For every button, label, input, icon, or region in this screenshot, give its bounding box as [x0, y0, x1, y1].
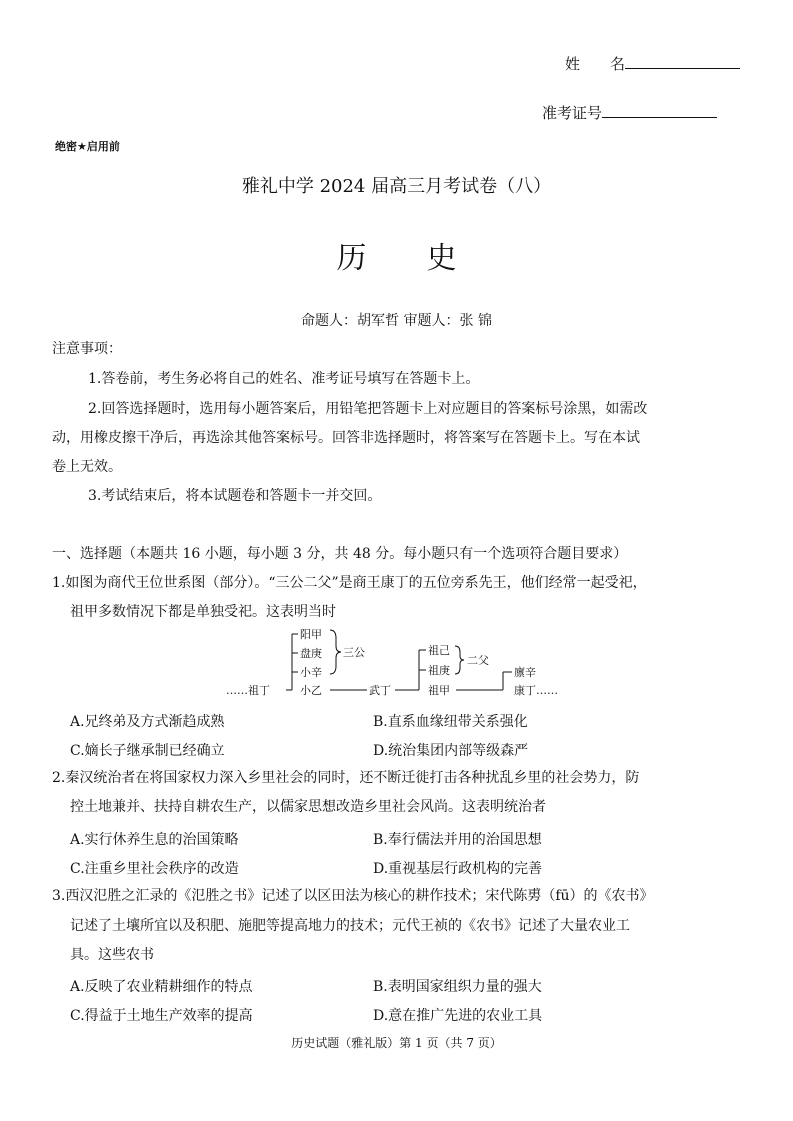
- q3-stem: 3.西汉氾胜之汇录的《氾胜之书》记述了以区田法为核心的耕作技术；宋代陈旉（fū）的《农书》: [52, 888, 654, 904]
- secret-label: 绝密★启用前: [55, 140, 120, 153]
- node-erfu: 二父: [467, 654, 489, 667]
- name-blank[interactable]: [625, 52, 740, 69]
- notice-item-2-cont: 动，用橡皮擦干净后，再选涂其他答案标号。回答非选择题时，将答案写在答题卡上。写在本试: [52, 430, 640, 446]
- q1-option-a[interactable]: A.兄终弟及方式渐趋成熟: [70, 714, 225, 730]
- node-yangjia: 阳甲: [300, 628, 322, 641]
- node-pangeng: 盘庚: [300, 647, 322, 660]
- q2-option-b[interactable]: B.奉行儒法并用的治国思想: [373, 832, 542, 848]
- authors-line: 命题人：胡军哲 审题人：张 锦: [301, 313, 492, 329]
- notice-item-2: 2.回答选择题时，选用每小题答案后，用铅笔把答题卡上对应题目的答案标号涂黑，如需改: [88, 401, 648, 417]
- q1-option-c[interactable]: C.嫡长子继承制已经确立: [70, 743, 225, 759]
- exam-number-blank[interactable]: [602, 101, 717, 118]
- q1-stem-cont: 祖甲多数情况下都是单独受祀。这表明当时: [70, 604, 336, 620]
- node-zujia: 祖甲: [428, 684, 450, 697]
- notice-item-2-cont2: 卷上无效。: [52, 459, 122, 475]
- node-xiaoyi: 小乙: [300, 684, 322, 697]
- section-heading: 一、选择题（本题共 16 小题，每小题 3 分，共 48 分。每小题只有一个选项符合题目要求）: [52, 546, 628, 562]
- q2-stem: 2.秦汉统治者在将国家权力深入乡里社会的同时，还不断迁徙打击各种扰乱乡里的社会势力，防: [52, 770, 640, 786]
- node-zugeng: 祖庚: [428, 664, 450, 677]
- node-xiaoxin: 小辛: [300, 666, 322, 679]
- q3-option-a[interactable]: A.反映了农业精耕细作的特点: [70, 979, 253, 995]
- page-footer: 历史试题（雅礼版）第 1 页（共 7 页）: [291, 1036, 502, 1050]
- lineage-diagram: [220, 624, 580, 702]
- q3-option-c[interactable]: C.得益于土地生产效率的提高: [70, 1008, 253, 1024]
- node-wuding: 武丁: [369, 684, 391, 697]
- q2-option-a[interactable]: A.实行休养生息的治国策略: [70, 832, 239, 848]
- notice-item-3: 3.考试结束后，将本试题卷和答题卡一并交回。: [88, 488, 382, 504]
- q3-option-d[interactable]: D.意在推广先进的农业工具: [373, 1008, 543, 1024]
- q2-stem-cont: 控土地兼并、扶持自耕农生产，以儒家思想改造乡里社会风尚。这表明统治者: [70, 799, 546, 815]
- node-linxin: 廪辛: [514, 666, 536, 679]
- q1-option-d[interactable]: D.统治集团内部等级森严: [373, 743, 529, 759]
- exam-title: 雅礼中学 2024 届高三月考试卷（八）: [241, 176, 552, 197]
- name-label: 姓 名: [565, 52, 740, 74]
- q1-option-b[interactable]: B.直系血缘纽带关系强化: [373, 714, 528, 730]
- q2-option-c[interactable]: C.注重乡里社会秩序的改造: [70, 861, 239, 877]
- node-zuji: 祖己: [428, 644, 450, 657]
- q2-option-d[interactable]: D.重视基层行政机构的完善: [373, 861, 543, 877]
- notice-title: 注意事项：: [52, 341, 122, 357]
- q3-stem-cont: 记述了土壤所宜以及积肥、施肥等提高地力的技术；元代王祯的《农书》记述了大量农业工: [70, 918, 630, 934]
- subject-title: 历 史: [336, 241, 457, 276]
- q3-stem-cont2: 具。这些农书: [70, 947, 154, 963]
- q1-stem: 1.如图为商代王位世系图（部分）。“三公二父”是商王康丁的五位旁系先王，他们经常一起受祀，: [52, 575, 647, 591]
- q3-option-b[interactable]: B.表明国家组织力量的强大: [373, 979, 542, 995]
- notice-item-1: 1.答卷前，考生务必将自己的姓名、准考证号填写在答题卡上。: [88, 371, 480, 387]
- node-kangding: 康丁……: [514, 684, 558, 697]
- exam-number-label: 准考证号: [542, 101, 717, 123]
- node-sangong: 三公: [343, 646, 365, 659]
- node-zuding: ……祖丁: [226, 684, 270, 697]
